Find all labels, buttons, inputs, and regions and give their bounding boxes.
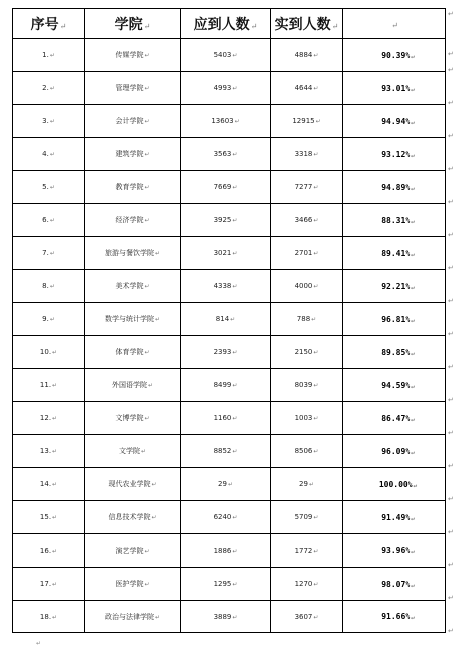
cell-expected: 3563↵ <box>181 138 271 171</box>
table-row <box>13 39 446 72</box>
rate-value: 96.09% <box>381 446 411 456</box>
cell-school: 信息技术学院↵ <box>85 501 181 534</box>
cell-expected: 814↵ <box>181 303 271 336</box>
cell-expected: 1886↵ <box>181 534 271 568</box>
actual-value: 3607 <box>294 612 313 621</box>
no-value: 11. <box>39 381 52 389</box>
actual-value: 5709 <box>294 513 313 521</box>
expected-value: 3563 <box>213 150 232 158</box>
header-actual: 实到人数↵ <box>271 9 343 39</box>
actual-value: 8506 <box>294 447 313 455</box>
school-value: 现代农业学院 <box>108 480 151 488</box>
cell-actual: 8039↵ <box>271 369 343 402</box>
cell-school: 文博学院↵ <box>85 402 181 435</box>
school-value: 美术学院 <box>115 282 144 290</box>
cell-no: 11.↵ <box>13 369 85 402</box>
cell-rate: 89.41%↵ <box>343 237 446 270</box>
no-value: 12. <box>39 414 52 422</box>
cell-school: 旅游与餐饮学院↵ <box>85 237 181 270</box>
rate-value: 89.41% <box>381 248 411 258</box>
no-value: 9. <box>42 315 49 323</box>
cell-school: 传媒学院↵ <box>85 39 181 72</box>
school-value: 信息技术学院 <box>108 513 151 521</box>
rate-value: 93.01% <box>381 83 411 93</box>
cell-expected: 8852↵ <box>181 435 271 468</box>
expected-value: 8499 <box>213 381 232 389</box>
cell-actual: 12915↵ <box>271 105 343 138</box>
cell-school: 现代农业学院↵ <box>85 468 181 501</box>
cell-school: 医护学院↵ <box>85 568 181 601</box>
no-value: 5. <box>42 183 49 191</box>
header-row <box>13 9 446 39</box>
cell-no: 12.↵ <box>13 402 85 435</box>
rate-value: 91.66% <box>381 612 411 621</box>
cell-rate: 93.96%↵ <box>343 534 446 568</box>
cell-expected: 6240↵ <box>181 501 271 534</box>
cell-actual: 1270↵ <box>271 568 343 601</box>
table-row <box>13 468 446 501</box>
no-value: 16. <box>39 546 52 555</box>
cell-no: 14.↵ <box>13 468 85 501</box>
actual-value: 4644 <box>294 84 313 92</box>
cell-expected: 29↵ <box>181 468 271 501</box>
cell-school: 管理学院↵ <box>85 72 181 105</box>
rate-value: 93.12% <box>381 149 411 159</box>
cell-actual: 3318↵ <box>271 138 343 171</box>
cell-no: 7.↵ <box>13 237 85 270</box>
cell-school: 政治与法律学院↵ <box>85 601 181 633</box>
actual-value: 788 <box>296 315 311 323</box>
table-row <box>13 435 446 468</box>
paragraph-marks: ↵ ↵ ↵ ↵ ↵ ↵ ↵ ↵ ↵ ↵ ↵ ↵ ↵ ↵ ↵ ↵ ↵ ↵ ↵ ↵ <box>448 10 454 635</box>
rate-value: 100.00% <box>378 479 413 489</box>
school-value: 传媒学院 <box>115 51 144 59</box>
cell-actual: 2701↵ <box>271 237 343 270</box>
cell-school: 文学院↵ <box>85 435 181 468</box>
cell-rate: 92.21%↵ <box>343 270 446 303</box>
cell-actual: 3466↵ <box>271 204 343 237</box>
school-value: 旅游与餐饮学院 <box>104 249 154 257</box>
cell-no: 8.↵ <box>13 270 85 303</box>
cell-actual: 29↵ <box>271 468 343 501</box>
cell-no: 2.↵ <box>13 72 85 105</box>
rate-value: 93.96% <box>381 546 411 555</box>
expected-value: 4993 <box>213 84 232 92</box>
table-row <box>13 270 446 303</box>
rate-value: 86.47% <box>381 413 411 423</box>
cell-expected: 2393↵ <box>181 336 271 369</box>
school-value: 经济学院 <box>115 216 144 224</box>
no-value: 7. <box>42 249 49 257</box>
actual-value: 4000 <box>294 282 313 290</box>
cell-school: 经济学院↵ <box>85 204 181 237</box>
expected-value: 1160 <box>213 414 232 422</box>
cell-actual: 1772↵ <box>271 534 343 568</box>
cell-actual: 4884↵ <box>271 39 343 72</box>
table-row <box>13 568 446 601</box>
cell-no: 13.↵ <box>13 435 85 468</box>
table-row <box>13 369 446 402</box>
header-no: 序号↵ <box>13 9 85 39</box>
table-row <box>13 138 446 171</box>
table-row <box>13 171 446 204</box>
no-value: 10. <box>39 348 52 356</box>
expected-value: 7669 <box>213 183 232 191</box>
cell-school: 教育学院↵ <box>85 171 181 204</box>
no-value: 6. <box>42 216 49 224</box>
cell-expected: 8499↵ <box>181 369 271 402</box>
cell-no: 15.↵ <box>13 501 85 534</box>
table-row <box>13 204 446 237</box>
table-row <box>13 303 446 336</box>
cell-actual: 3607↵ <box>271 601 343 633</box>
table-body <box>13 39 446 633</box>
table-row <box>13 534 446 568</box>
actual-value: 3466 <box>294 216 313 224</box>
actual-value: 2701 <box>294 249 313 257</box>
header-school: 学院↵ <box>85 9 181 39</box>
no-value: 3. <box>42 117 49 125</box>
cell-rate: 98.07%↵ <box>343 568 446 601</box>
cell-expected: 4338↵ <box>181 270 271 303</box>
rate-value: 94.94% <box>381 116 411 126</box>
cell-expected: 3889↵ <box>181 601 271 633</box>
cell-rate: 89.85%↵ <box>343 336 446 369</box>
cell-rate: 91.66%↵ <box>343 601 446 633</box>
cell-expected: 3021↵ <box>181 237 271 270</box>
expected-value: 3889 <box>213 612 232 621</box>
cell-rate: 90.39%↵ <box>343 39 446 72</box>
actual-value: 8039 <box>294 381 313 389</box>
no-value: 14. <box>39 480 52 488</box>
school-value: 会计学院 <box>115 117 144 125</box>
school-value: 数学与统计学院 <box>104 315 154 323</box>
cell-expected: 7669↵ <box>181 171 271 204</box>
cell-expected: 3925↵ <box>181 204 271 237</box>
cell-expected: 13603↵ <box>181 105 271 138</box>
cell-actual: 788↵ <box>271 303 343 336</box>
table-row <box>13 601 446 633</box>
cell-school: 建筑学院↵ <box>85 138 181 171</box>
cell-actual: 4000↵ <box>271 270 343 303</box>
no-value: 18. <box>39 612 52 621</box>
cell-rate: 93.12%↵ <box>343 138 446 171</box>
cell-no: 17.↵ <box>13 568 85 601</box>
actual-value: 29 <box>299 480 308 488</box>
expected-value: 5403 <box>213 51 232 59</box>
expected-value: 4338 <box>213 282 232 290</box>
rate-value: 98.07% <box>381 579 411 589</box>
rate-value: 88.31% <box>381 215 411 225</box>
rate-value: 92.21% <box>381 281 411 291</box>
cell-school: 外国语学院↵ <box>85 369 181 402</box>
expected-value: 8852 <box>213 447 232 455</box>
school-value: 外国语学院 <box>111 381 147 389</box>
cell-rate: 94.89%↵ <box>343 171 446 204</box>
school-value: 文博学院 <box>115 414 144 422</box>
actual-value: 7277 <box>294 183 313 191</box>
no-value: 8. <box>42 282 49 290</box>
table-row <box>13 336 446 369</box>
actual-value: 1003 <box>294 414 313 422</box>
cell-no: 16.↵ <box>13 534 85 568</box>
cell-rate: 96.09%↵ <box>343 435 446 468</box>
cell-rate: 88.31%↵ <box>343 204 446 237</box>
cell-no: 18.↵ <box>13 601 85 633</box>
header-expected: 应到人数↵ <box>181 9 271 39</box>
actual-value: 4884 <box>294 51 313 59</box>
rate-value: 94.89% <box>381 182 411 192</box>
cell-actual: 2150↵ <box>271 336 343 369</box>
cell-rate: 86.47%↵ <box>343 402 446 435</box>
cell-no: 5.↵ <box>13 171 85 204</box>
school-value: 建筑学院 <box>115 150 144 158</box>
table-row <box>13 402 446 435</box>
school-value: 管理学院 <box>115 84 144 92</box>
table-row <box>13 501 446 534</box>
cell-rate: 94.94%↵ <box>343 105 446 138</box>
cell-no: 3.↵ <box>13 105 85 138</box>
actual-value: 1772 <box>294 546 313 555</box>
cell-expected: 4993↵ <box>181 72 271 105</box>
cell-no: 4.↵ <box>13 138 85 171</box>
cell-actual: 4644↵ <box>271 72 343 105</box>
cell-rate: 94.59%↵ <box>343 369 446 402</box>
cell-expected: 1295↵ <box>181 568 271 601</box>
cell-actual: 1003↵ <box>271 402 343 435</box>
attendance-table <box>12 8 446 633</box>
expected-value: 3021 <box>213 249 232 257</box>
no-value: 15. <box>39 513 52 521</box>
rate-value: 89.85% <box>381 347 411 357</box>
actual-value: 3318 <box>294 150 313 158</box>
cell-no: 9.↵ <box>13 303 85 336</box>
table-row <box>13 105 446 138</box>
table-row <box>13 237 446 270</box>
expected-value: 3925 <box>213 216 232 224</box>
no-value: 1. <box>42 51 49 59</box>
cell-expected: 5403↵ <box>181 39 271 72</box>
school-value: 文学院 <box>118 447 140 455</box>
cell-actual: 7277↵ <box>271 171 343 204</box>
cell-school: 美术学院↵ <box>85 270 181 303</box>
expected-value: 2393 <box>213 348 232 356</box>
rate-value: 90.39% <box>381 50 411 60</box>
cell-rate: 93.01%↵ <box>343 72 446 105</box>
actual-value: 12915 <box>292 117 315 125</box>
rate-value: 91.49% <box>381 512 411 522</box>
expected-value: 1886 <box>213 546 232 555</box>
no-value: 17. <box>39 580 52 588</box>
school-value: 医护学院 <box>115 580 144 588</box>
no-value: 2. <box>42 84 49 92</box>
no-value: 13. <box>39 447 52 455</box>
cell-no: 6.↵ <box>13 204 85 237</box>
cell-school: 体育学院↵ <box>85 336 181 369</box>
school-value: 体育学院 <box>115 348 144 356</box>
rate-value: 94.59% <box>381 380 411 390</box>
school-value: 演艺学院 <box>115 546 144 555</box>
cell-school: 数学与统计学院↵ <box>85 303 181 336</box>
cell-actual: 8506↵ <box>271 435 343 468</box>
expected-value: 13603 <box>211 117 234 125</box>
cell-rate: 100.00%↵ <box>343 468 446 501</box>
expected-value: 6240 <box>213 513 232 521</box>
table-row <box>13 72 446 105</box>
no-value: 4. <box>42 150 49 158</box>
cell-rate: 91.49%↵ <box>343 501 446 534</box>
cell-rate: 96.81%↵ <box>343 303 446 336</box>
cell-expected: 1160↵ <box>181 402 271 435</box>
expected-value: 29 <box>218 480 227 488</box>
cell-school: 会计学院↵ <box>85 105 181 138</box>
end-mark: ↵ <box>36 640 42 647</box>
header-rate: ↵ <box>343 9 446 39</box>
school-value: 政治与法律学院 <box>104 612 154 621</box>
expected-value: 814 <box>215 315 230 323</box>
school-value: 教育学院 <box>115 183 144 191</box>
cell-no: 1.↵ <box>13 39 85 72</box>
actual-value: 2150 <box>294 348 313 356</box>
rate-value: 96.81% <box>381 314 411 324</box>
cell-no: 10.↵ <box>13 336 85 369</box>
cell-actual: 5709↵ <box>271 501 343 534</box>
cell-school: 演艺学院↵ <box>85 534 181 568</box>
actual-value: 1270 <box>294 580 313 588</box>
expected-value: 1295 <box>213 580 232 588</box>
